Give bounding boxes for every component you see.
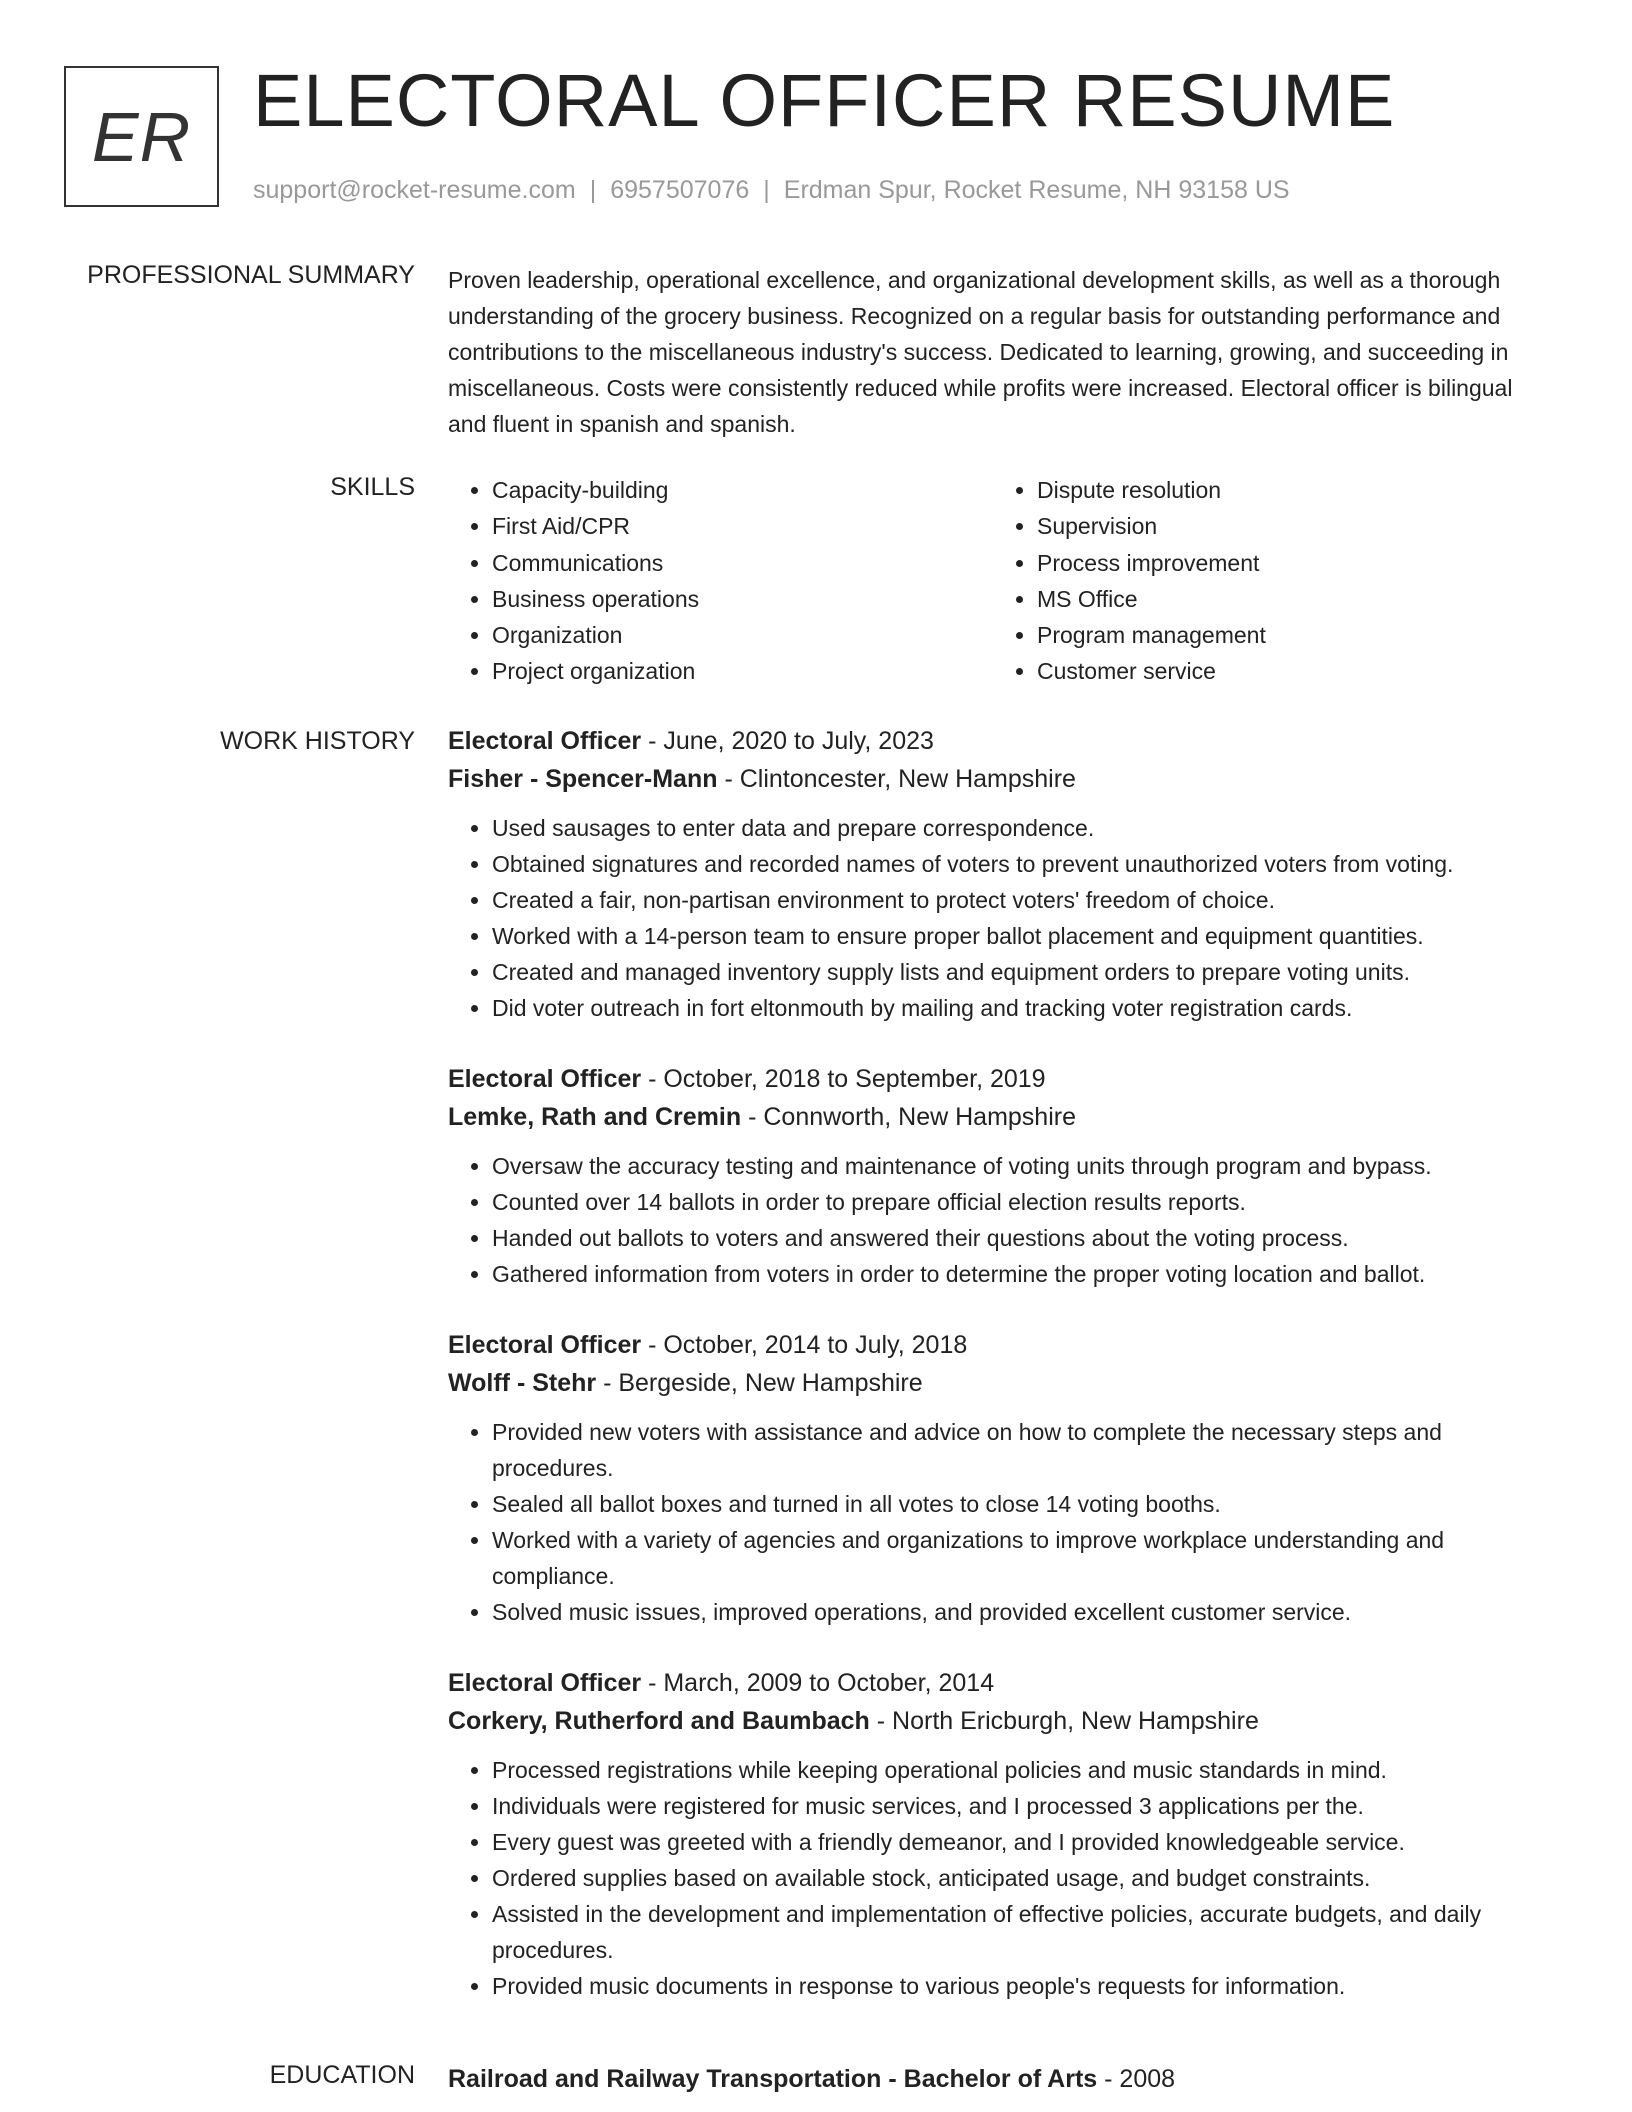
job-bullet: • Gathered information from voters in order to determine the proper voting location and ballot. — [492, 1256, 1538, 1292]
section-title-skills: SKILLS — [330, 473, 415, 501]
monogram-badge — [64, 66, 219, 207]
job-bullet: • Obtained signatures and recorded names of voters to prevent unauthorized voters from voting. — [492, 846, 1538, 882]
skill-item: • Organization — [492, 617, 993, 653]
skill-item: • Process improvement — [1037, 545, 1538, 581]
job-bullet: • Provided new voters with assistance and advice on how to complete the necessary steps and procedures. — [492, 1414, 1538, 1486]
skill-item: • Project organization — [492, 653, 993, 689]
job-role: Electoral Officer — [448, 1331, 642, 1359]
monogram-initials: ER — [91, 97, 192, 176]
job-title-line — [448, 1664, 1538, 1702]
job-title-line — [448, 1060, 1538, 1098]
job-title-line — [448, 722, 1538, 760]
job-bullet: • Ordered supplies based on available stock, anticipated usage, and budget constraints. — [492, 1860, 1538, 1896]
job-bullet: • Individuals were registered for music services, and I processed 3 applications per the. — [492, 1788, 1538, 1824]
job-bullet: • Worked with a variety of agencies and organizations to improve workplace understanding and compliance. — [492, 1522, 1538, 1594]
skills-body — [448, 472, 1538, 690]
contact-separator: | — [763, 176, 770, 204]
education-degree: Railroad and Railway Transportation - Bachelor of Arts — [448, 2065, 1098, 2093]
job-bullet: • Created and managed inventory supply lists and equipment orders to prepare voting units. — [492, 954, 1538, 990]
skill-item: • Supervision — [1037, 508, 1538, 544]
skills-list-right — [993, 472, 1538, 690]
job-bullets — [448, 1148, 1538, 1292]
job-entry — [448, 1664, 1538, 2004]
resume-title: ELECTORAL OFFICER RESUME — [253, 59, 1396, 142]
contact-phone: 6957507076 — [610, 176, 750, 204]
job-bullet: • Sealed all ballot boxes and turned in all votes to close 14 voting booths. — [492, 1486, 1538, 1522]
job-bullet: • Created a fair, non-partisan environment to protect voters' freedom of choice. — [492, 882, 1538, 918]
skills-grid — [448, 472, 1538, 690]
job-dates: - October, 2014 to July, 2018 — [641, 1331, 968, 1359]
job-company-line — [448, 760, 1538, 798]
job-bullet: • Used sausages to enter data and prepare correspondence. — [492, 810, 1538, 846]
education-body — [448, 2060, 1538, 2098]
job-bullet: • Counted over 14 ballots in order to prepare official election results reports. — [492, 1184, 1538, 1220]
job-company: Corkery, Rutherford and Baumbach — [448, 1707, 870, 1735]
skill-item: • Program management — [1037, 617, 1538, 653]
job-role: Electoral Officer — [448, 1669, 642, 1697]
education-year: - 2008 — [1097, 2065, 1176, 2093]
skill-item: • Customer service — [1037, 653, 1538, 689]
job-bullet: • Assisted in the development and implementation of effective policies, accurate budgets, and daily procedures. — [492, 1896, 1538, 1968]
job-bullet: • Did voter outreach in fort eltonmouth by mailing and tracking voter registration cards. — [492, 990, 1538, 1026]
skill-item: • MS Office — [1037, 581, 1538, 617]
job-location: - Bergeside, New Hampshire — [596, 1369, 923, 1397]
job-company-line — [448, 1098, 1538, 1136]
job-bullet: • Oversaw the accuracy testing and maintenance of voting units through program and bypass. — [492, 1148, 1538, 1184]
job-bullet: • Every guest was greeted with a friendly demeanor, and I provided knowledgeable service. — [492, 1824, 1538, 1860]
job-company-line — [448, 1702, 1538, 1740]
job-entry — [448, 1326, 1538, 1630]
summary-text: Proven leadership, operational excellence, and organizational development skills, as well as a thorough understanding of the grocery business. Recognized on a regular basis for outstanding performance and contributions to the miscellaneous industry's success. Dedicated to learning, growing, and succeeding in miscellaneous. Costs were consistently reduced while profits were increased. Electoral officer is bilingual and fluent in spanish and spanish. — [448, 267, 1513, 437]
job-dates: - October, 2018 to September, 2019 — [641, 1065, 1046, 1093]
job-location: - Clintoncester, New Hampshire — [717, 765, 1076, 793]
job-bullet: • Processed registrations while keeping operational policies and music standards in mind. — [492, 1752, 1538, 1788]
job-bullets — [448, 1752, 1538, 2004]
job-company: Fisher - Spencer-Mann — [448, 765, 718, 793]
section-title-work-history: WORK HISTORY — [220, 727, 415, 755]
section-title-education: EDUCATION — [269, 2061, 415, 2089]
job-bullet: • Provided music documents in response to various people's requests for information. — [492, 1968, 1538, 2004]
skill-item: • Dispute resolution — [1037, 472, 1538, 508]
skill-item: • First Aid/CPR — [492, 508, 993, 544]
job-role: Electoral Officer — [448, 727, 642, 755]
contact-address: Erdman Spur, Rocket Resume, NH 93158 US — [783, 176, 1290, 204]
job-entry — [448, 1060, 1538, 1292]
job-title-line — [448, 1326, 1538, 1364]
summary-body — [448, 262, 1538, 442]
skill-item: • Capacity-building — [492, 472, 993, 508]
job-dates: - June, 2020 to July, 2023 — [641, 727, 934, 755]
job-company: Lemke, Rath and Cremin — [448, 1103, 742, 1131]
job-location: - North Ericburgh, New Hampshire — [869, 1707, 1259, 1735]
job-location: - Connworth, New Hampshire — [741, 1103, 1076, 1131]
job-company-line — [448, 1364, 1538, 1402]
contact-line — [253, 175, 1290, 205]
job-dates: - March, 2009 to October, 2014 — [641, 1669, 995, 1697]
job-company: Wolff - Stehr — [448, 1369, 597, 1397]
job-bullets — [448, 1414, 1538, 1630]
skill-item: • Business operations — [492, 581, 993, 617]
job-bullet: • Worked with a 14-person team to ensure proper ballot placement and equipment quantities. — [492, 918, 1538, 954]
job-role: Electoral Officer — [448, 1065, 642, 1093]
education-degree-line — [448, 2060, 1538, 2098]
work-history-body — [448, 722, 1538, 2038]
contact-email: support@rocket-resume.com — [253, 176, 576, 204]
skill-item: • Communications — [492, 545, 993, 581]
skills-list-left — [448, 472, 993, 690]
job-bullet: • Handed out ballots to voters and answered their questions about the voting process. — [492, 1220, 1538, 1256]
contact-separator: | — [589, 176, 597, 204]
job-bullets — [448, 810, 1538, 1026]
section-title-summary: PROFESSIONAL SUMMARY — [87, 261, 415, 289]
job-bullet: • Solved music issues, improved operations, and provided excellent customer service. — [492, 1594, 1538, 1630]
job-entry — [448, 722, 1538, 1026]
